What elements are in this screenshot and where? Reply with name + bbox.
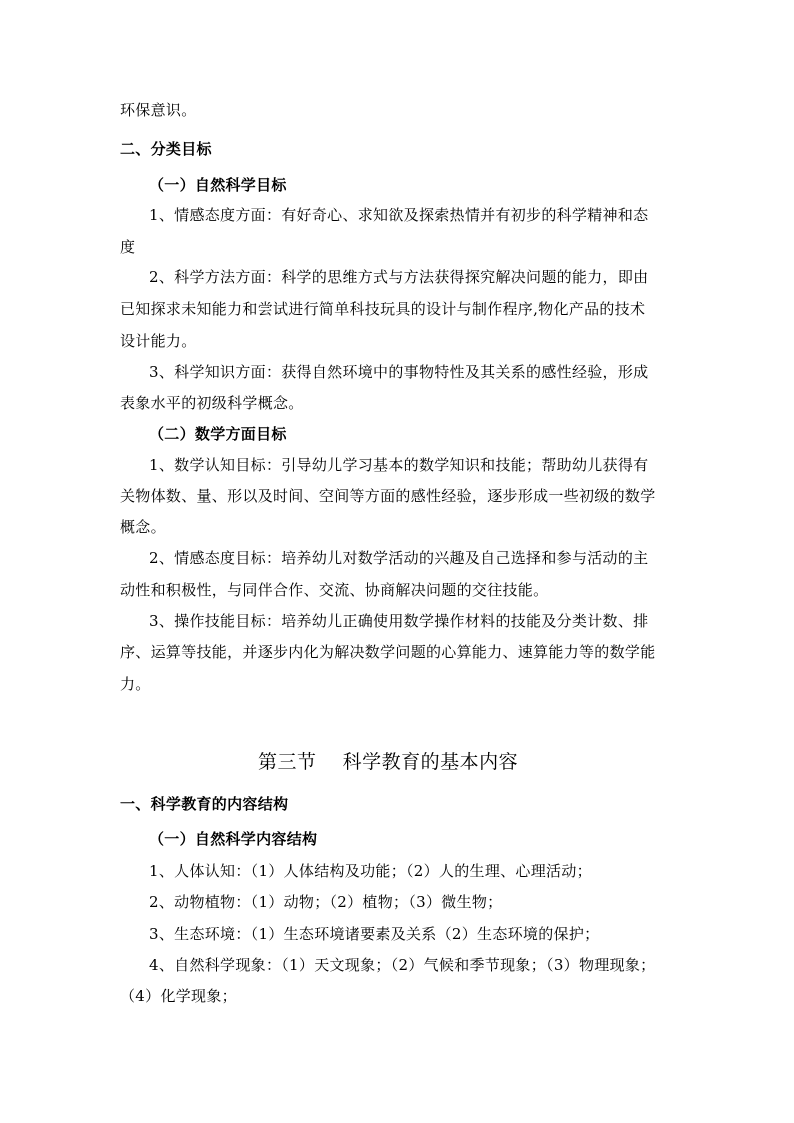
- list-item: 3、生态环境：（1）生态环境诸要素及关系（2）生态环境的保护；: [149, 925, 600, 943]
- subheading-natural-science-content: （一）自然科学内容结构: [149, 830, 318, 848]
- paragraph-line: 概念。: [120, 518, 166, 536]
- section-heading-classified-goals: 二、分类目标: [120, 140, 212, 158]
- list-item: 4、自然科学现象：（1）天文现象；（2）气候和季节现象；（3）物理现象；: [149, 956, 656, 974]
- text-line: 环保意识。: [120, 101, 197, 119]
- list-item: 1、人体认知：（1）人体结构及功能；（2）人的生理、心理活动；: [149, 862, 592, 880]
- list-item-continuation: （4）化学现象；: [120, 987, 237, 1005]
- paragraph-line: 3、科学知识方面：获得自然环境中的事物特性及其关系的感性经验，形成: [149, 363, 649, 381]
- section-title: 第三节 科学教育的基本内容: [258, 751, 519, 773]
- list-item: 2、动物植物：（1）动物；（2）植物；（3）微生物；: [149, 893, 503, 911]
- paragraph-line: 1、情感态度方面：有好奇心、求知欲及探索热情并有初步的科学精神和态: [149, 206, 649, 224]
- subheading-natural-science-goals: （一）自然科学目标: [149, 176, 287, 194]
- paragraph-line: 已知探求未知能力和尝试进行简单科技玩具的设计与制作程序,物化产品的技术: [120, 300, 646, 318]
- paragraph-line: 关物体数、量、形以及时间、空间等方面的感性经验，逐步形成一些初级的数学: [120, 487, 656, 505]
- paragraph-line: 3、操作技能目标：培养幼儿正确使用数学操作材料的技能及分类计数、排: [149, 612, 649, 630]
- paragraph-line: 度: [120, 238, 136, 256]
- paragraph-line: 表象水平的初级科学概念。: [120, 394, 304, 412]
- paragraph-line: 2、科学方法方面：科学的思维方式与方法获得探究解决问题的能力，即由: [149, 268, 649, 286]
- paragraph-line: 力。: [120, 675, 151, 693]
- subheading-math-goals: （二）数学方面目标: [149, 425, 287, 443]
- paragraph-line: 2、情感态度目标：培养幼儿对数学活动的兴趣及自己选择和参与活动的主: [149, 549, 649, 567]
- paragraph-line: 设计能力。: [120, 332, 197, 350]
- paragraph-line: 1、数学认知目标：引导幼儿学习基本的数学知识和技能；帮助幼儿获得有: [149, 456, 649, 474]
- paragraph-line: 序、运算等技能，并逐步内化为解决数学问题的心算能力、速算能力等的数学能: [120, 643, 656, 661]
- paragraph-line: 动性和积极性，与同伴合作、交流、协商解决问题的交往技能。: [120, 581, 549, 599]
- section-heading-content-structure: 一、科学教育的内容结构: [120, 795, 289, 813]
